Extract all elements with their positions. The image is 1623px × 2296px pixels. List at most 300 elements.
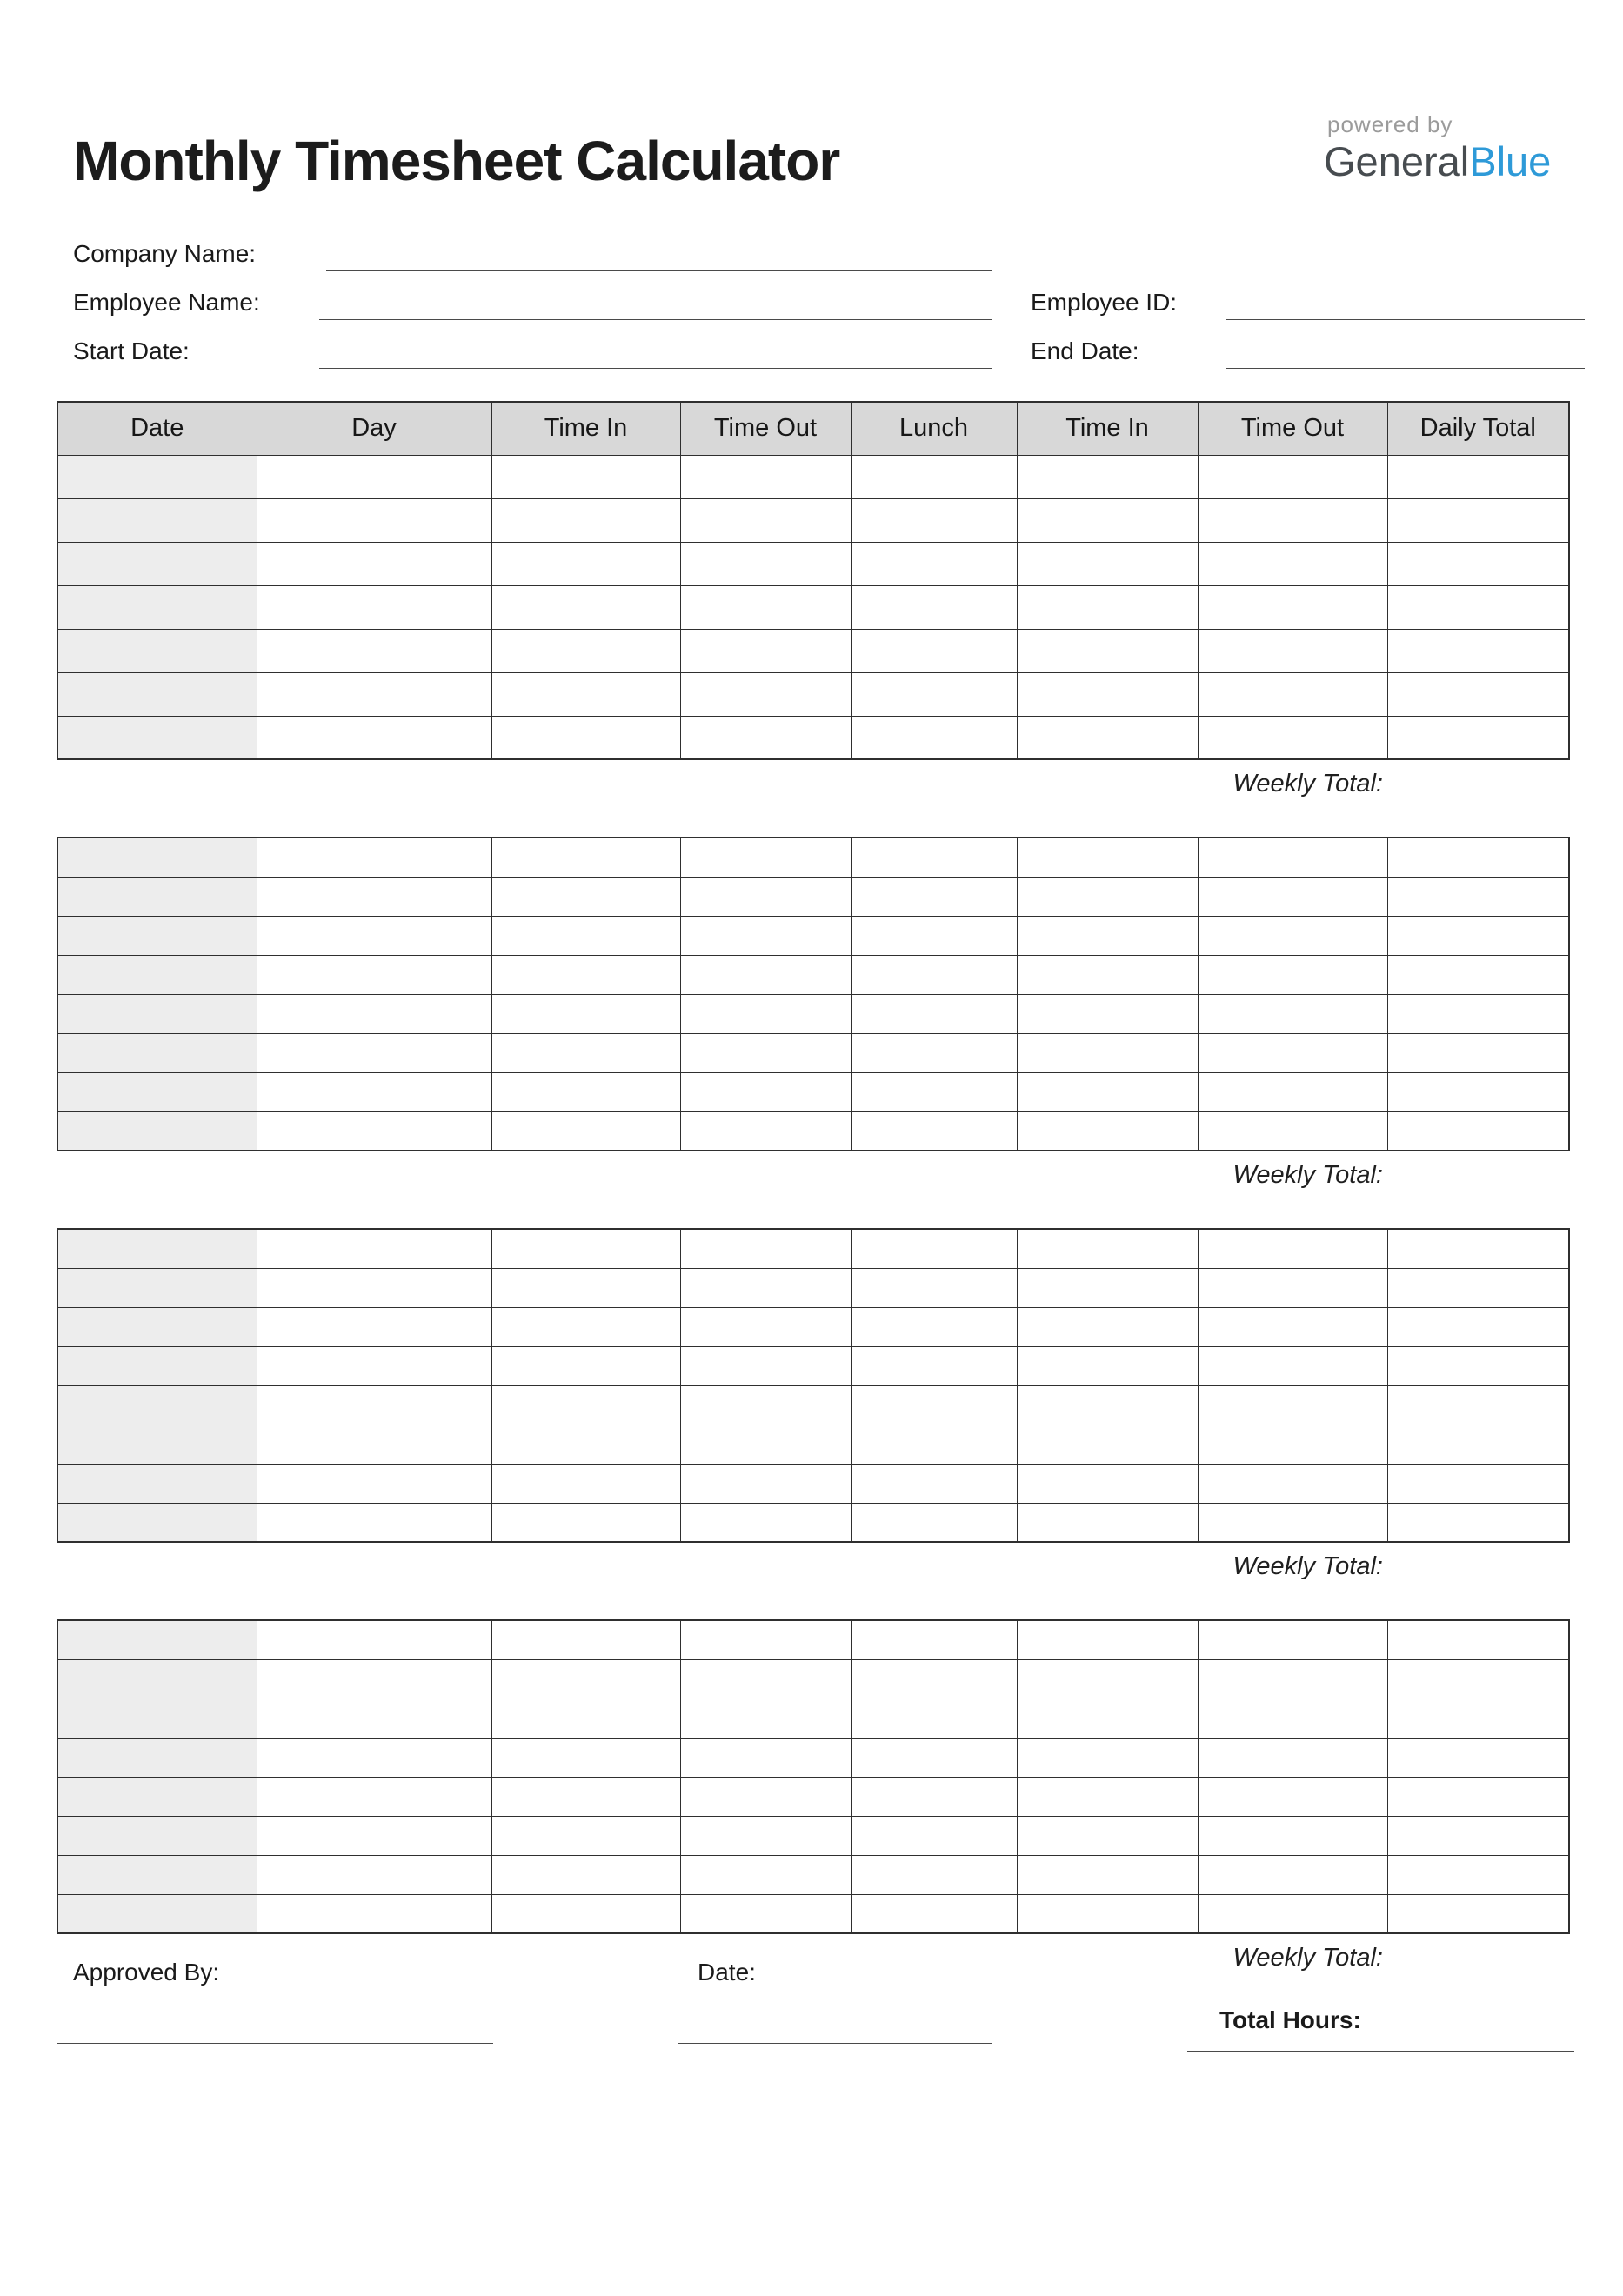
company-name-label: Company Name: [73,240,257,267]
week-4-row-5-cell-1 [57,1777,257,1816]
week-2-row-5-cell-3 [491,994,680,1033]
week-3-row-2 [57,1268,1569,1307]
week-4-row-8-cell-4 [680,1894,851,1933]
week-1-row-3-cell-5 [851,542,1017,585]
week-3-row-8-cell-8 [1387,1503,1569,1542]
week-1-row-6 [57,672,1569,716]
week-4-row-1-cell-2 [257,1620,491,1659]
week-2-row-5 [57,994,1569,1033]
week-1-row-1-cell-1 [57,455,257,498]
column-header-time-out-4: Time Out [680,402,851,455]
week-1-row-3-cell-7 [1198,542,1387,585]
employee-name-line [319,285,992,320]
week-1-row-2-cell-7 [1198,498,1387,542]
week-2-row-6-cell-1 [57,1033,257,1072]
week-2-row-8-cell-1 [57,1111,257,1151]
end-date-label: End Date: [1031,337,1139,364]
week-4-row-2-cell-3 [491,1659,680,1699]
week-4-row-3-cell-7 [1198,1699,1387,1738]
week-4-row-5-cell-3 [491,1777,680,1816]
week-3-row-5-cell-5 [851,1385,1017,1425]
week-3-row-8-cell-7 [1198,1503,1387,1542]
week-4-row-6-cell-8 [1387,1816,1569,1855]
table-header-row [57,402,1569,455]
week-4-row-8-cell-1 [57,1894,257,1933]
week-1-row-4-cell-7 [1198,585,1387,629]
week-3-row-3-cell-8 [1387,1307,1569,1346]
week-1-row-3-cell-8 [1387,542,1569,585]
week-3-row-5-cell-8 [1387,1385,1569,1425]
week-1-row-6-cell-5 [851,672,1017,716]
week-1-row-6-cell-2 [257,672,491,716]
week-3-row-7-cell-6 [1017,1464,1198,1503]
week-3-row-2-cell-8 [1387,1268,1569,1307]
week-4-row-6-cell-1 [57,1816,257,1855]
week-1-row-4-cell-8 [1387,585,1569,629]
week-3-row-7-cell-7 [1198,1464,1387,1503]
week-3-row-2-cell-3 [491,1268,680,1307]
week-4-row-3-cell-6 [1017,1699,1198,1738]
week-1-row-7-cell-8 [1387,716,1569,759]
page-title: Monthly Timesheet Calculator [73,130,840,192]
column-header-daily-total-8: Daily Total [1387,402,1569,455]
week-3-row-4-cell-5 [851,1346,1017,1385]
week-3-row-1-cell-1 [57,1229,257,1268]
week-4-row-1-cell-5 [851,1620,1017,1659]
week-2-row-2-cell-4 [680,877,851,916]
week-2-row-6-cell-3 [491,1033,680,1072]
week-4-row-6-cell-5 [851,1816,1017,1855]
week-2-row-5-cell-7 [1198,994,1387,1033]
week-3-row-6-cell-7 [1198,1425,1387,1464]
week-3-row-4 [57,1346,1569,1385]
week-4-row-5-cell-2 [257,1777,491,1816]
week-3-row-5-cell-2 [257,1385,491,1425]
week-4-row-7-cell-7 [1198,1855,1387,1894]
week-3-row-5-cell-6 [1017,1385,1198,1425]
week-2-row-2-cell-3 [491,877,680,916]
week-4-row-1-cell-1 [57,1620,257,1659]
week-4-row-8-cell-8 [1387,1894,1569,1933]
week-2-row-2-cell-1 [57,877,257,916]
week-2-row-6 [57,1033,1569,1072]
week-1-row-4-cell-4 [680,585,851,629]
week-2-row-3 [57,916,1569,955]
week-3-row-6 [57,1425,1569,1464]
week-4-row-5-cell-7 [1198,1777,1387,1816]
week-1-row-2-cell-3 [491,498,680,542]
week-block-2 [57,837,1568,1190]
week-3-row-7-cell-2 [257,1464,491,1503]
week-1-row-5-cell-5 [851,629,1017,672]
week-2-row-7-cell-5 [851,1072,1017,1111]
week-2-row-2-cell-7 [1198,877,1387,916]
week-3-row-1-cell-6 [1017,1229,1198,1268]
week-3-row-3-cell-4 [680,1307,851,1346]
week-2-row-8-cell-4 [680,1111,851,1151]
week-2-row-4-cell-3 [491,955,680,994]
week-4-row-4-cell-5 [851,1738,1017,1777]
week-4-row-2-cell-6 [1017,1659,1198,1699]
week-1-row-7-cell-6 [1017,716,1198,759]
week-block-4 [57,1619,1568,1972]
week-4-row-4-cell-2 [257,1738,491,1777]
week-2-row-8-cell-8 [1387,1111,1569,1151]
week-4-row-7-cell-2 [257,1855,491,1894]
generalblue-logo [1324,138,1551,185]
timesheet-table-week-4 [57,1619,1570,1934]
week-2-row-1-cell-8 [1387,838,1569,877]
week-4-row-1-cell-6 [1017,1620,1198,1659]
week-3-row-4-cell-3 [491,1346,680,1385]
timesheet-table-week-1 [57,401,1570,760]
week-1-row-3 [57,542,1569,585]
week-2-row-3-cell-8 [1387,916,1569,955]
week-3-row-2-cell-4 [680,1268,851,1307]
week-3-row-1-cell-7 [1198,1229,1387,1268]
week-1-row-7-cell-5 [851,716,1017,759]
week-3-row-7-cell-4 [680,1464,851,1503]
end-date-line [1226,334,1585,369]
week-2-row-8-cell-6 [1017,1111,1198,1151]
week-4-row-3-cell-8 [1387,1699,1569,1738]
week-4-row-5-cell-4 [680,1777,851,1816]
week-2-row-4-cell-4 [680,955,851,994]
week-1-row-5-cell-1 [57,629,257,672]
week-3-row-4-cell-6 [1017,1346,1198,1385]
week-1-row-1-cell-2 [257,455,491,498]
week-1-row-1-cell-5 [851,455,1017,498]
week-1-row-2 [57,498,1569,542]
week-4-row-7-cell-6 [1017,1855,1198,1894]
week-3-row-8 [57,1503,1569,1542]
week-3-row-5-cell-1 [57,1385,257,1425]
week-2-row-4-cell-8 [1387,955,1569,994]
week-2-row-7-cell-1 [57,1072,257,1111]
week-1-row-2-cell-2 [257,498,491,542]
week-3-row-5-cell-4 [680,1385,851,1425]
week-2-row-1-cell-4 [680,838,851,877]
column-header-time-in-6: Time In [1017,402,1198,455]
week-3-row-7-cell-3 [491,1464,680,1503]
timesheet-table-area [57,401,1568,2011]
week-2-row-5-cell-2 [257,994,491,1033]
column-header-time-out-7: Time Out [1198,402,1387,455]
week-2-row-8-cell-3 [491,1111,680,1151]
week-1-row-1 [57,455,1569,498]
week-2-row-6-cell-5 [851,1033,1017,1072]
week-3-row-4-cell-8 [1387,1346,1569,1385]
week-3-row-7-cell-8 [1387,1464,1569,1503]
week-1-row-7 [57,716,1569,759]
week-4-row-3-cell-5 [851,1699,1017,1738]
week-3-row-8-cell-6 [1017,1503,1198,1542]
week-1-row-7-cell-4 [680,716,851,759]
approved-by-line [57,2043,493,2044]
week-2-row-1-cell-7 [1198,838,1387,877]
week-4-row-8-cell-7 [1198,1894,1387,1933]
week-4-row-7 [57,1855,1569,1894]
week-2-row-7 [57,1072,1569,1111]
week-1-row-5-cell-4 [680,629,851,672]
brand-blue-text: Blue [1469,138,1552,184]
week-4-row-7-cell-4 [680,1855,851,1894]
week-3-row-6-cell-6 [1017,1425,1198,1464]
weekly-total-label-week-4: Weekly Total: [1232,1944,1383,1972]
week-4-row-1-cell-8 [1387,1620,1569,1659]
week-1-row-5-cell-8 [1387,629,1569,672]
week-1-row-3-cell-3 [491,542,680,585]
week-1-row-4 [57,585,1569,629]
week-1-row-7-cell-7 [1198,716,1387,759]
week-3-row-6-cell-5 [851,1425,1017,1464]
week-3-row-5-cell-7 [1198,1385,1387,1425]
week-2-row-4 [57,955,1569,994]
week-2-row-3-cell-4 [680,916,851,955]
week-4-row-8-cell-6 [1017,1894,1198,1933]
week-1-row-4-cell-1 [57,585,257,629]
week-1-row-4-cell-5 [851,585,1017,629]
week-2-row-1 [57,838,1569,877]
week-3-row-7 [57,1464,1569,1503]
week-2-row-6-cell-2 [257,1033,491,1072]
week-3-row-1-cell-3 [491,1229,680,1268]
employee-id-label: Employee ID: [1031,289,1178,316]
week-2-row-1-cell-3 [491,838,680,877]
week-1-row-6-cell-4 [680,672,851,716]
week-2-row-7-cell-4 [680,1072,851,1111]
week-1-row-6-cell-3 [491,672,680,716]
week-3-row-4-cell-1 [57,1346,257,1385]
week-1-row-2-cell-4 [680,498,851,542]
week-4-row-4-cell-1 [57,1738,257,1777]
week-1-row-5-cell-2 [257,629,491,672]
week-4-row-6-cell-4 [680,1816,851,1855]
week-4-row-5-cell-6 [1017,1777,1198,1816]
total-hours-label: Total Hours: [1219,2006,1361,2033]
start-date-label: Start Date: [73,337,190,364]
week-2-row-7-cell-6 [1017,1072,1198,1111]
week-1-row-4-cell-6 [1017,585,1198,629]
week-2-row-2-cell-6 [1017,877,1198,916]
week-2-row-4-cell-1 [57,955,257,994]
week-1-row-6-cell-8 [1387,672,1569,716]
week-4-row-6 [57,1816,1569,1855]
week-3-row-5 [57,1385,1569,1425]
week-1-row-2-cell-5 [851,498,1017,542]
footer [0,1957,1623,2096]
week-3-row-4-cell-7 [1198,1346,1387,1385]
week-3-row-6-cell-8 [1387,1425,1569,1464]
week-1-row-3-cell-2 [257,542,491,585]
week-2-row-4-cell-2 [257,955,491,994]
week-2-row-6-cell-6 [1017,1033,1198,1072]
week-1-row-2-cell-8 [1387,498,1569,542]
week-4-row-7-cell-5 [851,1855,1017,1894]
week-3-row-1-cell-2 [257,1229,491,1268]
week-2-row-6-cell-4 [680,1033,851,1072]
weekly-total-label-week-1: Weekly Total: [1232,770,1383,798]
week-3-row-3-cell-3 [491,1307,680,1346]
week-3-row-6-cell-3 [491,1425,680,1464]
week-2-row-3-cell-2 [257,916,491,955]
week-1-row-3-cell-4 [680,542,851,585]
week-4-row-2-cell-2 [257,1659,491,1699]
week-2-row-7-cell-7 [1198,1072,1387,1111]
week-1-row-5-cell-7 [1198,629,1387,672]
week-1-row-5 [57,629,1569,672]
week-3-row-1-cell-5 [851,1229,1017,1268]
week-1-row-6-cell-1 [57,672,257,716]
week-4-row-3-cell-4 [680,1699,851,1738]
week-2-row-2-cell-2 [257,877,491,916]
week-4-row-2-cell-8 [1387,1659,1569,1699]
week-2-row-2-cell-5 [851,877,1017,916]
week-2-row-3-cell-1 [57,916,257,955]
week-4-row-4-cell-7 [1198,1738,1387,1777]
week-1-row-5-cell-3 [491,629,680,672]
week-4-row-8-cell-3 [491,1894,680,1933]
brand-general-text: General [1324,138,1470,184]
week-4-row-3-cell-2 [257,1699,491,1738]
week-4-row-5-cell-8 [1387,1777,1569,1816]
week-4-row-7-cell-3 [491,1855,680,1894]
week-1-row-7-cell-2 [257,716,491,759]
column-header-day-2: Day [257,402,491,455]
week-3-row-1 [57,1229,1569,1268]
week-4-row-1-cell-3 [491,1620,680,1659]
week-4-row-8-cell-5 [851,1894,1017,1933]
week-1-row-7-cell-3 [491,716,680,759]
week-1-row-1-cell-3 [491,455,680,498]
week-4-row-4-cell-6 [1017,1738,1198,1777]
week-3-row-2-cell-1 [57,1268,257,1307]
week-2-row-2-cell-8 [1387,877,1569,916]
week-2-row-1-cell-1 [57,838,257,877]
start-date-line [319,334,992,369]
brand-logo [1324,111,1551,185]
week-4-row-2-cell-7 [1198,1659,1387,1699]
week-4-row-7-cell-1 [57,1855,257,1894]
week-3-row-3-cell-2 [257,1307,491,1346]
week-2-row-2 [57,877,1569,916]
column-header-lunch-5: Lunch [851,402,1017,455]
employee-id-line [1226,285,1585,320]
week-4-row-1 [57,1620,1569,1659]
week-3-row-6-cell-4 [680,1425,851,1464]
week-4-row-4 [57,1738,1569,1777]
week-2-row-1-cell-5 [851,838,1017,877]
week-4-row-3-cell-1 [57,1699,257,1738]
week-2-row-6-cell-7 [1198,1033,1387,1072]
week-1-row-3-cell-1 [57,542,257,585]
week-2-row-3-cell-3 [491,916,680,955]
week-2-row-8-cell-2 [257,1111,491,1151]
week-2-row-4-cell-7 [1198,955,1387,994]
week-3-row-3-cell-7 [1198,1307,1387,1346]
week-3-row-6-cell-1 [57,1425,257,1464]
week-3-row-2-cell-7 [1198,1268,1387,1307]
week-4-row-2 [57,1659,1569,1699]
week-2-row-3-cell-5 [851,916,1017,955]
column-header-date-1: Date [57,402,257,455]
week-2-row-3-cell-6 [1017,916,1198,955]
week-3-row-2-cell-6 [1017,1268,1198,1307]
week-4-row-1-cell-4 [680,1620,851,1659]
week-1-row-4-cell-2 [257,585,491,629]
week-2-row-8 [57,1111,1569,1151]
week-2-row-5-cell-8 [1387,994,1569,1033]
timesheet-table-week-3 [57,1228,1570,1543]
week-4-row-8 [57,1894,1569,1933]
week-3-row-3-cell-1 [57,1307,257,1346]
week-1-row-1-cell-8 [1387,455,1569,498]
week-3-row-8-cell-4 [680,1503,851,1542]
week-3-row-8-cell-5 [851,1503,1017,1542]
week-1-row-1-cell-4 [680,455,851,498]
week-4-row-4-cell-4 [680,1738,851,1777]
approved-by-label: Approved By: [73,1959,220,1986]
company-name-line [326,237,992,271]
week-2-row-8-cell-7 [1198,1111,1387,1151]
weekly-total-label-week-3: Weekly Total: [1232,1552,1383,1580]
week-2-row-7-cell-8 [1387,1072,1569,1111]
week-1-row-2-cell-6 [1017,498,1198,542]
week-1-row-5-cell-6 [1017,629,1198,672]
week-4-row-1-cell-7 [1198,1620,1387,1659]
week-1-row-7-cell-1 [57,716,257,759]
approval-date-line [678,2043,992,2044]
week-4-row-3-cell-3 [491,1699,680,1738]
week-3-row-6-cell-2 [257,1425,491,1464]
week-3-row-2-cell-2 [257,1268,491,1307]
week-3-row-3 [57,1307,1569,1346]
weekly-total-label-week-2: Weekly Total: [1232,1161,1383,1189]
week-4-row-5 [57,1777,1569,1816]
week-3-row-3-cell-5 [851,1307,1017,1346]
week-1-row-4-cell-3 [491,585,680,629]
week-2-row-8-cell-5 [851,1111,1017,1151]
week-3-row-2-cell-5 [851,1268,1017,1307]
week-1-row-3-cell-6 [1017,542,1198,585]
week-4-row-6-cell-6 [1017,1816,1198,1855]
timesheet-table-week-2 [57,837,1570,1151]
week-4-row-2-cell-1 [57,1659,257,1699]
week-2-row-5-cell-4 [680,994,851,1033]
week-4-row-8-cell-2 [257,1894,491,1933]
powered-by-text: powered by [1327,111,1453,137]
week-3-row-5-cell-3 [491,1385,680,1425]
employee-name-label: Employee Name: [73,289,260,316]
week-4-row-7-cell-8 [1387,1855,1569,1894]
week-2-row-5-cell-6 [1017,994,1198,1033]
week-4-row-5-cell-5 [851,1777,1017,1816]
week-block-1 [57,401,1568,798]
week-1-row-1-cell-7 [1198,455,1387,498]
week-block-3 [57,1228,1568,1581]
week-2-row-4-cell-6 [1017,955,1198,994]
week-2-row-1-cell-2 [257,838,491,877]
week-4-row-2-cell-4 [680,1659,851,1699]
week-1-row-2-cell-1 [57,498,257,542]
week-4-row-2-cell-5 [851,1659,1017,1699]
week-3-row-7-cell-1 [57,1464,257,1503]
week-3-row-8-cell-2 [257,1503,491,1542]
week-4-row-6-cell-2 [257,1816,491,1855]
week-4-row-6-cell-7 [1198,1816,1387,1855]
total-hours-line [1187,2051,1574,2052]
week-2-row-6-cell-8 [1387,1033,1569,1072]
